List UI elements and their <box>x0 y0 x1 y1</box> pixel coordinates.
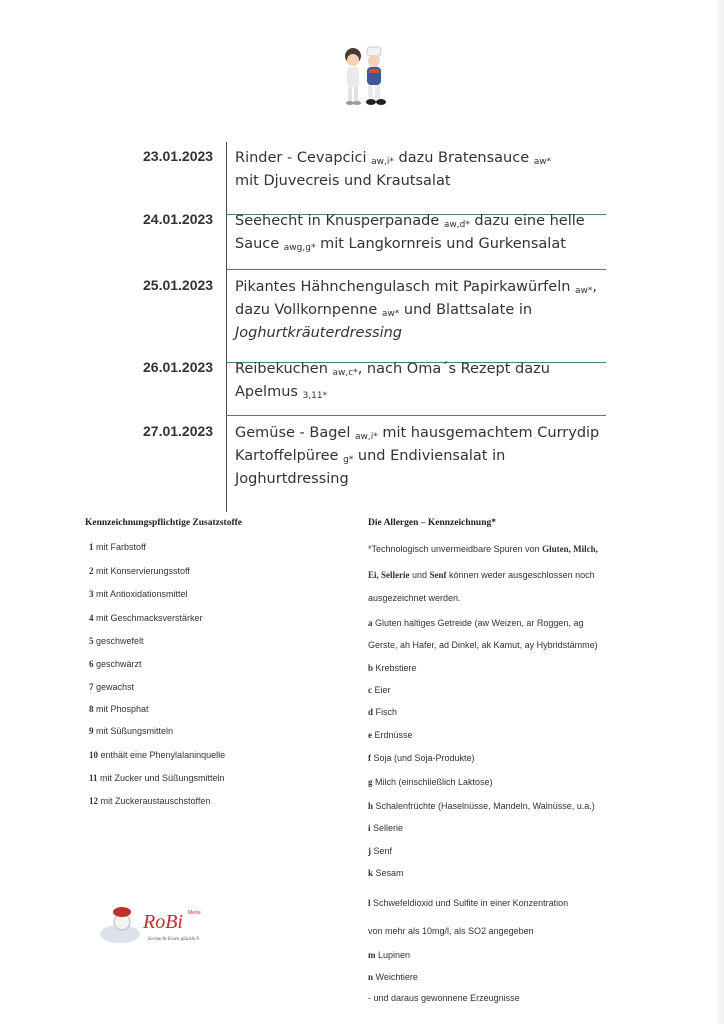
robi-menu-logo <box>98 900 228 950</box>
additives-section <box>85 518 345 806</box>
menu-dish: Pikantes Hähnchengulasch mit Papirkawürfeln $_{aw*}$, dazu Vollkornpenne $_{aw*}$ und Blattsalate in Joghurtkräuterdressing <box>235 279 598 341</box>
list-item: 7 gewachst <box>89 682 135 692</box>
kids-chef-logo <box>329 42 399 112</box>
menu-date: 26.01.2023 <box>143 359 214 375</box>
list-item: b Krebstiere <box>368 663 417 673</box>
list-item: n Weichtiere <box>368 972 418 982</box>
list-item: 11 mit Zucker und Süßungsmitteln <box>89 773 225 783</box>
list-item: 9 mit Süßungsmitteln <box>89 726 174 736</box>
list-item: von mehr als 10mg/l, als SO2 angegeben <box>368 926 534 936</box>
menu-dish: Reibekuchen $_{aw,c*}$, nach Oma´s Rezept dazu Apelmus $_{3,11*}$ <box>235 361 550 401</box>
logo-sub: Menü <box>188 910 201 916</box>
list-item: - und daraus gewonnene Erzeugnisse <box>368 993 520 1003</box>
list-item: c Eier <box>368 685 391 695</box>
list-item: f Soja (und Soja-Produkte) <box>368 753 475 763</box>
allergens-section <box>368 518 688 1003</box>
list-item: g Milch (einschließlich Laktose) <box>368 777 493 787</box>
table-vertical-rule <box>226 142 227 512</box>
list-item: a Gluten haltiges Getreide (aw Weizen, ar Roggen, ag <box>368 618 584 628</box>
allergen-note: ausgezeichnet werden. <box>368 593 461 603</box>
menu-date: 24.01.2023 <box>143 211 214 227</box>
list-item: 12 mit Zuckeraustauschstoffen <box>89 796 211 806</box>
menu-date: 23.01.2023 <box>143 148 214 164</box>
list-item: h Schalenfrüchte (Haselnüsse, Mandeln, Walnüsse, u.a.) <box>368 801 595 811</box>
list-item: j Senf <box>368 846 393 856</box>
list-item: m Lupinen <box>368 950 411 960</box>
list-item: 4 mit Geschmacksverstärker <box>89 613 203 623</box>
list-item: 10 enthält eine Phenylalaninquelle <box>89 750 226 760</box>
list-item: 1 mit Farbstoff <box>89 542 146 552</box>
allergens-title: Die Allergen – Kennzeichnung* <box>368 518 496 528</box>
row-divider <box>226 415 606 416</box>
page-edge-shadow <box>714 0 724 1024</box>
list-item: 2 mit Konservierungsstoff <box>89 566 190 576</box>
allergen-note: Ei, Sellerie und Senf können weder ausgeschlossen noch <box>368 570 595 580</box>
list-item: 5 geschwefelt <box>89 636 144 646</box>
menu-date: 27.01.2023 <box>143 423 214 439</box>
list-item: i Sellerie <box>368 823 404 833</box>
row-divider <box>226 269 606 270</box>
list-item: 6 geschwärzt <box>89 659 142 669</box>
list-item: 8 mit Phosphat <box>89 704 149 714</box>
additives-title: Kennzeichnungspflichtige Zusatzstoffe <box>85 518 243 528</box>
menu-date: 25.01.2023 <box>143 277 214 293</box>
menu-dish: Rinder - Cevapcici $_{aw,i*}$ dazu Bratensauce $_{aw*}$ mit Djuvecreis und Krautsalat <box>235 150 552 189</box>
logo-wordmark: RoBi <box>143 911 183 933</box>
list-item: Gerste, ah Hafer, ad Dinkel, ak Kamut, ay Hybridstämme) <box>368 640 598 650</box>
menu-dish: Seehecht in Knusperpanade $_{aw,d*}$ dazu eine helle Sauce $_{awg,g*}$ mit Langkornreis und Gurkensalat <box>235 213 585 253</box>
allergen-note: *Technologisch unvermeidbare Spuren von Gluten, Milch, <box>368 544 598 554</box>
menu-dish: Gemüse - Bagel $_{aw,i*}$ mit hausgemachtem Currydip Kartoffelpüree $_{g*}$ und Endiviensalat in Joghurtdressing <box>235 425 600 487</box>
list-item: k Sesam <box>368 868 404 878</box>
list-item: d Fisch <box>368 707 398 717</box>
list-item: l Schwefeldioxid und Sulfite in einer Konzentration <box>368 898 569 908</box>
list-item: 3 mit Antioxidationsmittel <box>89 589 188 599</box>
list-item: e Erdnüsse <box>368 730 413 740</box>
logo-tagline: So macht Essen glücklich <box>148 937 199 942</box>
